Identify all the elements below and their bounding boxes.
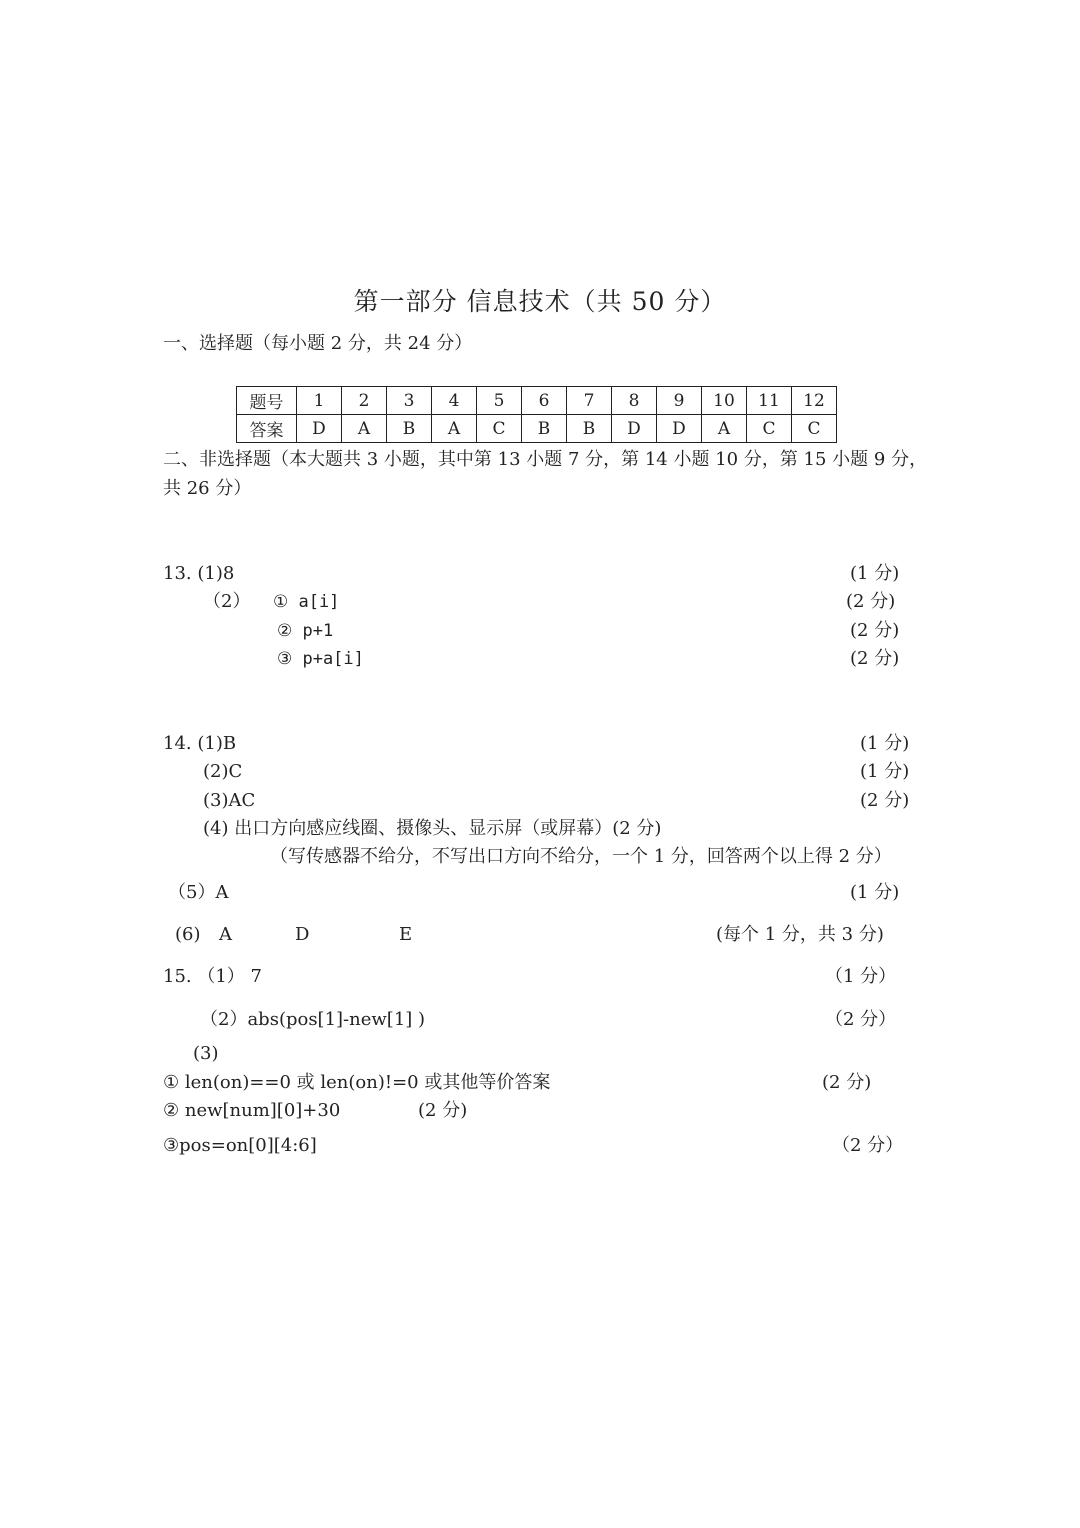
q14-part2-score: (1 分) <box>860 761 910 782</box>
section1-heading: 一、选择题（每小题 2 分，共 24 分） <box>163 333 473 354</box>
q15-part3a: ① len(on)==0 或 len(on)!=0 或其他等价答案 <box>163 1072 551 1093</box>
q15-part3c-score: （2 分） <box>832 1135 904 1156</box>
q14-part5-score: (1 分) <box>850 882 900 903</box>
q13-part2a-score: (2 分) <box>846 591 896 612</box>
q13-part2c-score: (2 分) <box>850 648 900 669</box>
question-number: 10 <box>702 387 747 415</box>
q14-part3: (3)AC <box>203 790 256 811</box>
q15-part3b: ② new[num][0]+30 <box>163 1100 341 1121</box>
q14-part4-note: （写传感器不给分，不写出口方向不给分，一个 1 分，回答两个以上得 2 分） <box>270 846 892 867</box>
answer-row <box>237 415 837 443</box>
q15-part3a-score: (2 分) <box>822 1072 872 1093</box>
answer-cell: C <box>477 415 522 443</box>
answer-cell: C <box>747 415 792 443</box>
row-label-question: 题号 <box>237 387 297 415</box>
question-number: 11 <box>747 387 792 415</box>
answer-cell: D <box>612 415 657 443</box>
q15-part1-score: （1 分） <box>825 966 897 987</box>
section2-heading-cont: 共 26 分） <box>163 478 252 499</box>
answer-table <box>236 386 837 443</box>
q14-part5: （5）A <box>168 882 229 903</box>
q15-part3-label: (3) <box>193 1043 219 1064</box>
question-number: 1 <box>297 387 342 415</box>
question-number: 6 <box>522 387 567 415</box>
answer-cell: B <box>567 415 612 443</box>
q14-part3-score: (2 分) <box>860 790 910 811</box>
question-number: 8 <box>612 387 657 415</box>
answer-cell: D <box>657 415 702 443</box>
page-title: 第一部分 信息技术（共 50 分） <box>353 287 727 316</box>
q15-part2: （2）abs(pos[1]-new[1] ) <box>200 1009 426 1030</box>
question-number: 2 <box>342 387 387 415</box>
question-number: 7 <box>567 387 612 415</box>
q15-part1: 15. （1） 7 <box>163 966 262 987</box>
answer-cell: B <box>522 415 567 443</box>
q15-part2-score: （2 分） <box>825 1009 897 1030</box>
q14-part6-answer-a: A <box>219 924 232 945</box>
answer-cell: A <box>432 415 477 443</box>
q13-part2b: ② p+1 <box>277 621 334 641</box>
q14-part6-score: (每个 1 分，共 3 分) <box>716 924 884 945</box>
question-number: 5 <box>477 387 522 415</box>
answer-cell: A <box>342 415 387 443</box>
q15-part3b-score: (2 分) <box>418 1100 468 1121</box>
answer-cell: D <box>297 415 342 443</box>
question-number-row <box>237 387 837 415</box>
answer-cell: C <box>792 415 837 443</box>
q13-part1: 13. (1)8 <box>163 563 235 584</box>
question-number: 12 <box>792 387 837 415</box>
q14-part6-answer-d: D <box>295 924 310 945</box>
q15-part3c: ③pos=on[0][4:6] <box>163 1135 317 1156</box>
answer-cell: A <box>702 415 747 443</box>
question-number: 3 <box>387 387 432 415</box>
q14-part1-score: (1 分) <box>860 733 910 754</box>
answer-cell: B <box>387 415 432 443</box>
q14-part6-answer-e: E <box>399 924 413 945</box>
q13-part1-score: (1 分) <box>850 563 900 584</box>
row-label-answer: 答案 <box>237 415 297 443</box>
section2-heading: 二、非选择题（本大题共 3 小题，其中第 13 小题 7 分，第 14 小题 10 分，第 15 小题 9 分， <box>163 449 928 470</box>
q13-part2b-score: (2 分) <box>850 620 900 641</box>
q13-part2-label: （2） <box>203 591 251 612</box>
q13-part2a: ① a[i] <box>273 592 340 612</box>
q14-part1: 14. (1)B <box>163 733 237 754</box>
question-number: 4 <box>432 387 477 415</box>
question-number: 9 <box>657 387 702 415</box>
q14-part2: (2)C <box>203 761 243 782</box>
q13-part2c: ③ p+a[i] <box>277 649 364 669</box>
q14-part6-label: (6) <box>175 924 201 945</box>
q14-part4: (4) 出口方向感应线圈、摄像头、显示屏（或屏幕）(2 分) <box>203 818 662 839</box>
